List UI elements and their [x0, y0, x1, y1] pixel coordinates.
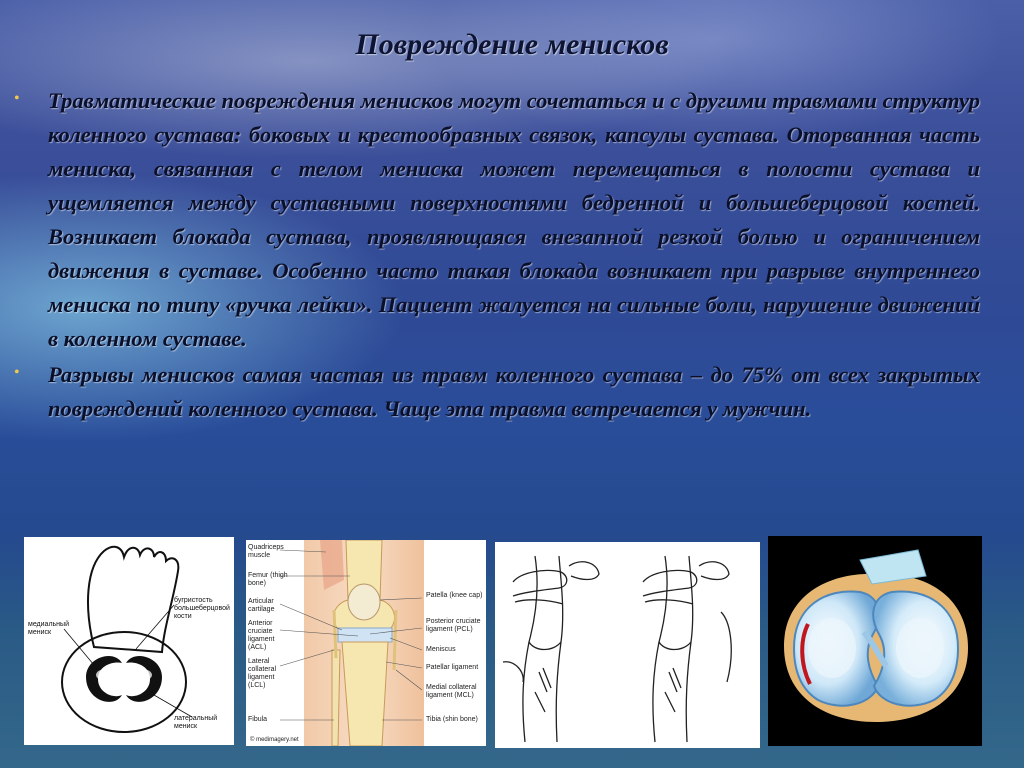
knee-label-right-6: Tibia (shin bone)	[426, 716, 478, 723]
knee-label-left-6: Fibula	[248, 716, 268, 723]
image-credit: © medimagery.net	[250, 737, 299, 743]
lateral-meniscus-label: латеральный мениск	[174, 715, 218, 730]
bullet-item	[10, 358, 980, 426]
knee-label-right-4: Patellar ligament	[426, 664, 479, 671]
bullet-item	[10, 84, 980, 356]
meniscus-color-drawing	[768, 536, 982, 746]
knee-label-left-1: Quadriceps muscle	[248, 544, 284, 559]
knee-examination-sketches	[495, 542, 760, 748]
bullet-icon: •	[14, 364, 20, 381]
knee-label-right-1: Patella (knee cap)	[426, 592, 483, 599]
bullet-icon: •	[14, 90, 20, 107]
examination-drawing	[495, 542, 760, 748]
knee-label-right-2: Posterior cruciate ligament (PCL)	[426, 618, 481, 633]
tuberosity-label: бугристость большеберцовой кости	[174, 597, 230, 620]
slide-title: Повреждение менисков	[355, 28, 669, 61]
foot-meniscus-drawing	[24, 537, 234, 745]
bullet-list	[10, 84, 980, 428]
knee-anatomy-illustration	[246, 540, 486, 746]
bullet-text: Травматические повреждения менисков могут сочетаться и с другими травмами структур коленного сустава: боковых и крестообразных связок, капсулы сустава. Оторванная часть мениска, связанная с телом мениска может перемещаться в полости сустава и ущемляется между суставными поверхностями бедренной и большеберцовой костей. Возникает блокада сустава, проявляющаяся внезапной резкой болью и ограничением движения в суставе. Особенно часто такая блокада возникает при разрыве внутреннего мениска по типу «ручка лейки». Пациент жалуется на сильные боли, нарушение движений в коленном суставе.	[48, 88, 980, 351]
knee-label-left-3: Articular cartilage	[248, 598, 275, 613]
knee-label-left-2: Femur (thigh bone)	[248, 572, 288, 587]
foot-meniscus-illustration	[24, 537, 234, 745]
meniscus-color-illustration	[768, 536, 982, 746]
knee-label-right-5: Medial collateral ligament (MCL)	[426, 684, 477, 699]
knee-label-left-4: Anterior cruciate ligament (ACL)	[248, 620, 275, 651]
bullet-text: Разрывы менисков самая частая из травм коленного сустава – до 75% от всех закрытых повреждений коленного сустава. Чаще эта травма встречается у мужчин.	[48, 362, 980, 421]
knee-label-left-5: Lateral collateral ligament (LCL)	[248, 658, 277, 689]
medial-meniscus-label: медиальный мениск	[28, 621, 69, 636]
knee-label-right-3: Meniscus	[426, 646, 456, 653]
